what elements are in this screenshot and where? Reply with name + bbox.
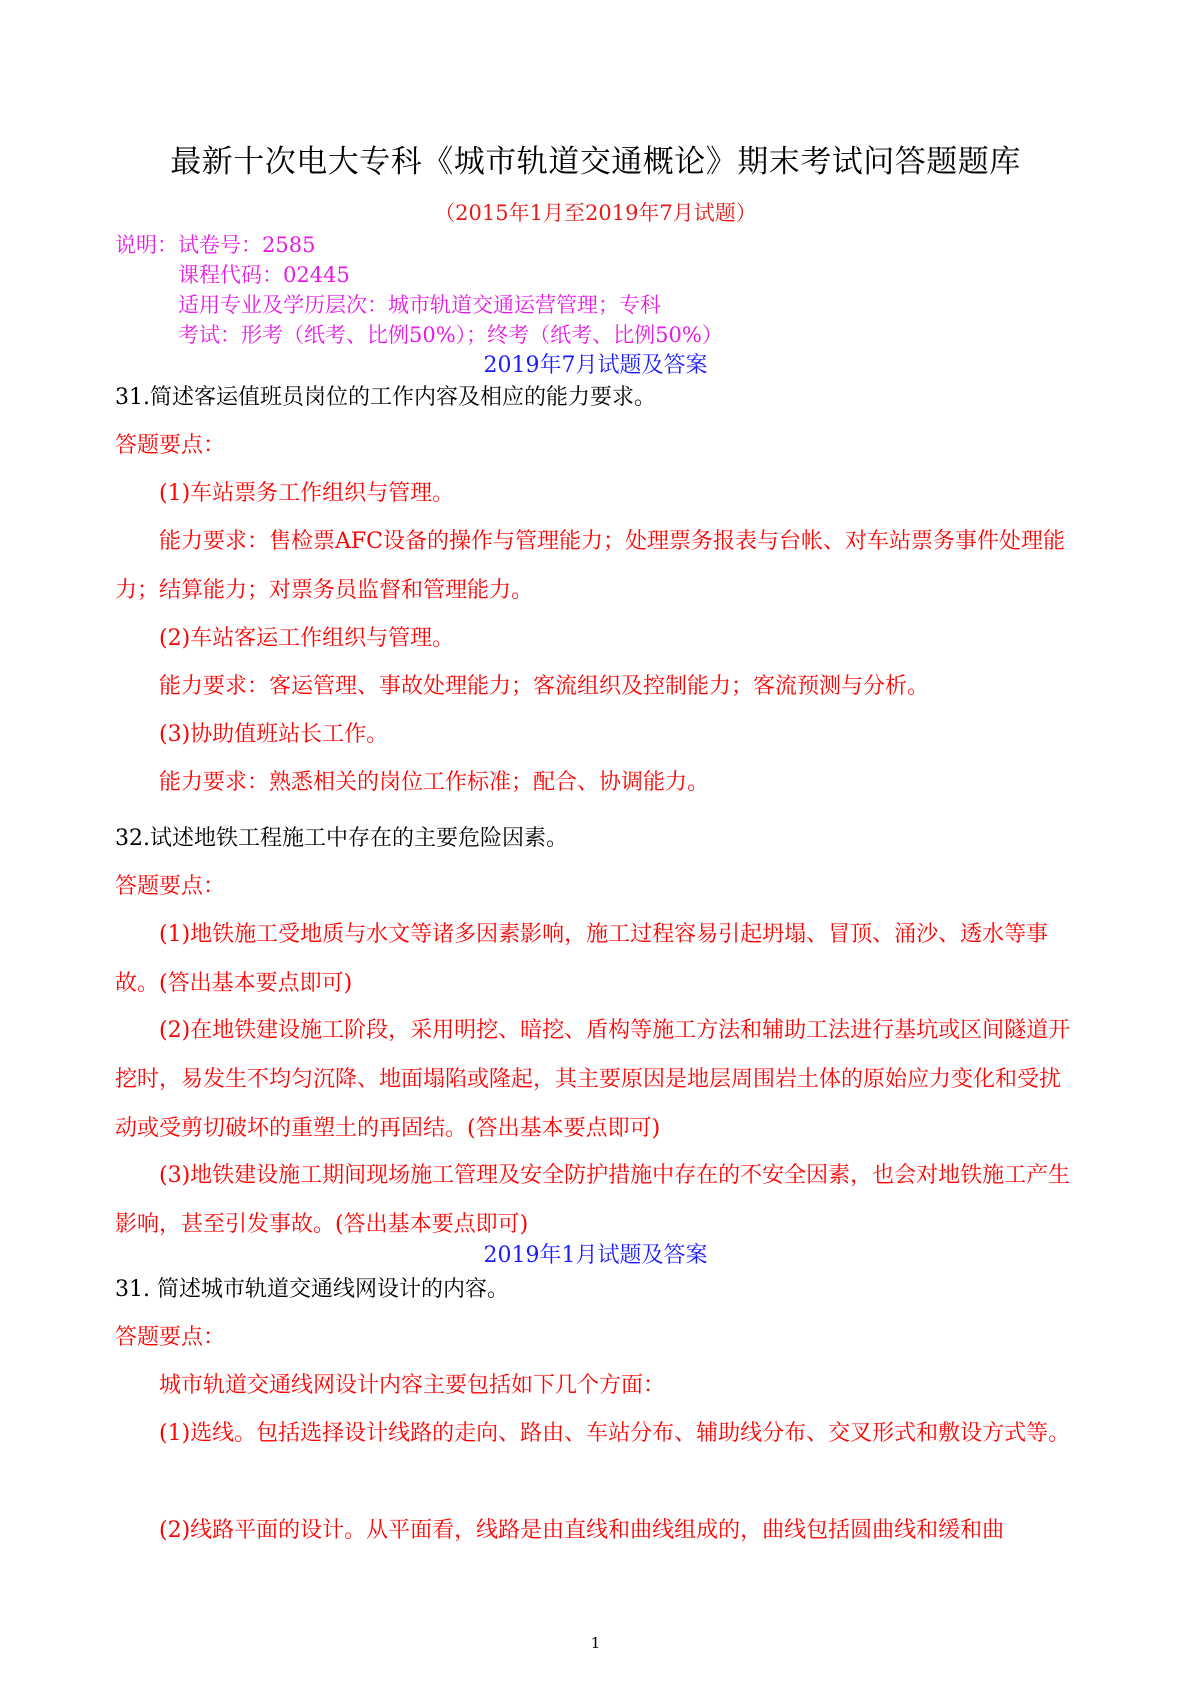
answer-label: 答题要点： <box>115 874 226 899</box>
answer-paragraph: (1)地铁施工受地质与水文等诸多因素影响，施工过程容易引起坍塌、冒顶、涌沙、透水等事故。(答出基本要点即可) <box>115 922 1049 996</box>
note-line-course-code: 课程代码：02445 <box>178 263 350 287</box>
section-heading: 2019年1月试题及答案 <box>483 1243 708 1268</box>
question-text: 31.简述客运值班员岗位的工作内容及相应的能力要求。 <box>115 385 656 410</box>
answer-label: 答题要点： <box>115 433 226 458</box>
note-line-exam-type: 考试：形考（纸考、比例50%）；终考（纸考、比例50%） <box>178 323 723 347</box>
answer-paragraph: 能力要求：客运管理、事故处理能力；客流组织及控制能力；客流预测与分析。 <box>159 674 930 699</box>
answer-paragraph: (3)地铁建设施工期间现场施工管理及安全防护措施中存在的不安全因素，也会对地铁施工产生影响，甚至引发事故。(答出基本要点即可) <box>115 1163 1071 1237</box>
answer-paragraph: 能力要求：售检票AFC设备的操作与管理能力；处理票务报表与台帐、对车站票务事件处理能力；结算能力；对票务员监督和管理能力。 <box>115 529 1065 603</box>
page-number: 1 <box>590 1634 601 1652</box>
answer-paragraph: (2)车站客运工作组织与管理。 <box>159 626 455 651</box>
answer-paragraph: (2)线路平面的设计。从平面看，线路是由直线和曲线组成的，曲线包括圆曲线和缓和曲 <box>159 1518 1005 1543</box>
answer-paragraph: 城市轨道交通线网设计内容主要包括如下几个方面： <box>159 1373 666 1398</box>
question-text: 31. 简述城市轨道交通线网设计的内容。 <box>115 1277 509 1302</box>
note-line-major: 适用专业及学历层次：城市轨道交通运营管理；专科 <box>178 293 661 317</box>
answer-paragraph: (1)选线。包括选择设计线路的走向、路由、车站分布、辅助线分布、交叉形式和敷设方式等。 <box>159 1421 1071 1446</box>
document-title: 最新十次电大专科《城市轨道交通概论》期末考试问答题题库 <box>170 144 1021 180</box>
answer-label: 答题要点： <box>115 1325 226 1350</box>
answer-paragraph: (2)在地铁建设施工阶段，采用明挖、暗挖、盾构等施工方法和辅助工法进行基坑或区间隧道开挖时，易发生不均匀沉降、地面塌陷或隆起，其主要原因是地层周围岩土体的原始应力变化和受扰动或受剪切破坏的重塑土的再固结。(答出基本要点即可) <box>115 1018 1071 1141</box>
answer-paragraph: (3)协助值班站长工作。 <box>159 722 389 747</box>
document-subtitle: （2015年1月至2019年7月试题） <box>434 201 757 225</box>
answer-paragraph: 能力要求：熟悉相关的岗位工作标准；配合、协调能力。 <box>159 770 710 795</box>
answer-paragraph: (1)车站票务工作组织与管理。 <box>159 481 455 506</box>
question-text: 32.试述地铁工程施工中存在的主要危险因素。 <box>115 826 568 851</box>
note-line-exam-number: 说明：试卷号：2585 <box>115 233 316 257</box>
section-heading: 2019年7月试题及答案 <box>483 353 708 378</box>
